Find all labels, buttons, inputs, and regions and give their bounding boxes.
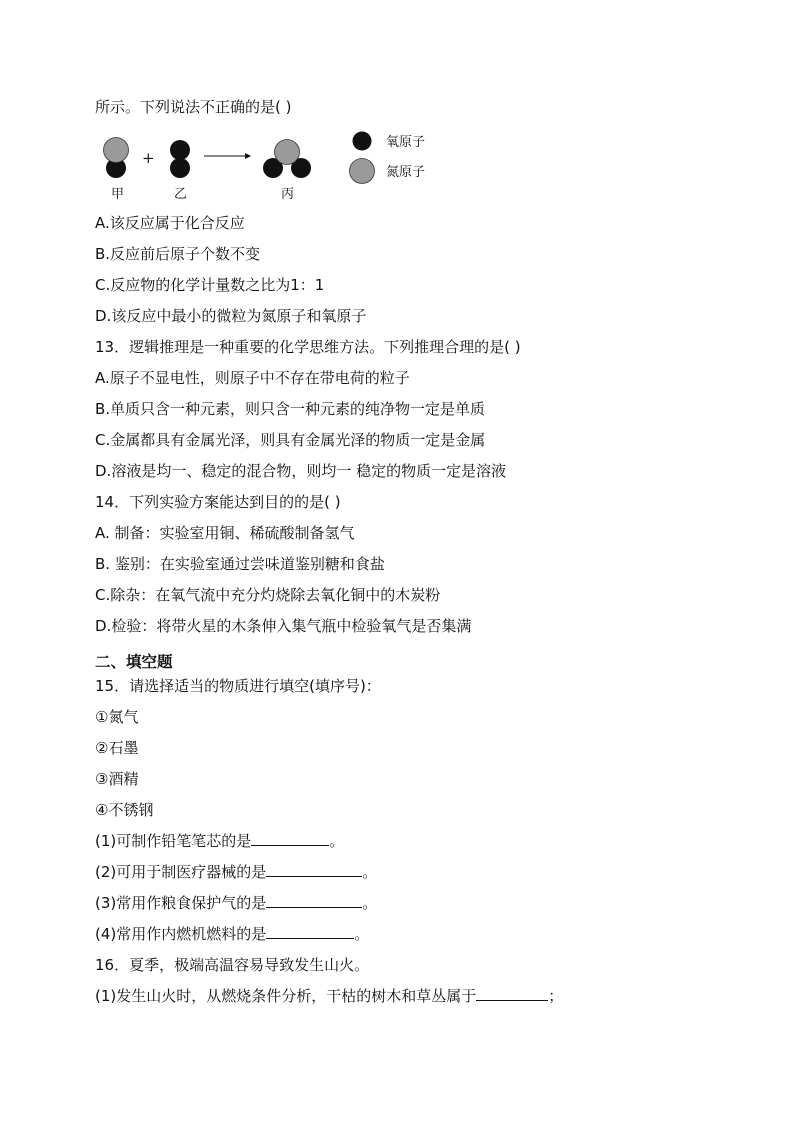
q14-option-b: B. 鉴别：在实验室通过尝味道鉴别糖和食盐 — [95, 555, 385, 573]
q12-option-c: C.反应物的化学计量数之比为1：1 — [95, 276, 325, 294]
label-bing: 丙 — [281, 187, 295, 202]
q15-sub-3-end: 。 — [362, 894, 378, 912]
q15-item-3: ③酒精 — [95, 770, 139, 788]
q12-option-d: D.该反应中最小的微粒为氮原子和氧原子 — [95, 307, 367, 325]
yi-oxygen-atom-bottom — [170, 158, 190, 178]
jia-nitrogen-atom — [104, 138, 129, 163]
plus-sign: + — [142, 149, 155, 167]
reaction-diagram — [90, 128, 450, 206]
q15-sub-1 — [95, 831, 344, 851]
yi-oxygen-atom-top — [170, 140, 190, 160]
question-12-stem-tail: 所示。下列说法不正确的是( ) — [95, 98, 292, 116]
q16-sub-1-text: (1)发生山火时，从燃烧条件分析，干枯的树木和草丛属于 — [95, 987, 477, 1005]
q16-sub-1 — [95, 986, 563, 1006]
legend-oxygen-swatch — [353, 132, 372, 151]
q15-sub-2-text: (2)可用于制医疗器械的是 — [95, 863, 267, 881]
q15-sub-3-answer-blank[interactable] — [266, 893, 362, 908]
label-yi: 乙 — [174, 187, 188, 202]
q13-stem: 13．逻辑推理是一种重要的化学思维方法。下列推理合理的是( ) — [95, 338, 521, 356]
q15-sub-3 — [95, 893, 377, 913]
q13-option-c: C.金属都具有金属光泽，则具有金属光泽的物质一定是金属 — [95, 431, 486, 449]
q13-option-d: D.溶液是均一、稳定的混合物，则均一 稳定的物质一定是溶液 — [95, 462, 507, 480]
q15-item-2: ②石墨 — [95, 739, 139, 757]
reaction-arrow-head — [245, 153, 251, 159]
q15-sub-2-end: 。 — [362, 863, 378, 881]
q15-sub-4-answer-blank[interactable] — [266, 924, 354, 939]
q16-stem: 16．夏季，极端高温容易导致发生山火。 — [95, 956, 370, 974]
label-jia: 甲 — [111, 187, 125, 202]
q14-stem: 14．下列实验方案能达到目的的是( ) — [95, 493, 341, 511]
q16-sub-1-answer-blank[interactable] — [476, 986, 548, 1001]
q15-item-1: ①氮气 — [95, 708, 139, 726]
q15-sub-1-end: 。 — [329, 832, 345, 850]
section-heading-fill-in: 二、填空题 — [95, 653, 173, 671]
q15-sub-3-text: (3)常用作粮食保护气的是 — [95, 894, 267, 912]
q15-sub-1-text: (1)可制作铅笔笔芯的是 — [95, 832, 252, 850]
legend-oxygen-label: 氧原子 — [386, 135, 426, 150]
q15-sub-2-answer-blank[interactable] — [266, 862, 362, 877]
q15-sub-2 — [95, 862, 377, 882]
q15-stem: 15．请选择适当的物质进行填空(填序号)： — [95, 677, 381, 695]
q15-sub-4-text: (4)常用作内燃机燃料的是 — [95, 925, 267, 943]
q14-option-c: C.除杂：在氧气流中充分灼烧除去氧化铜中的木炭粉 — [95, 586, 441, 604]
q13-option-a: A.原子不显电性，则原子中不存在带电荷的粒子 — [95, 369, 410, 387]
q13-option-b: B.单质只含一种元素，则只含一种元素的纯净物一定是单质 — [95, 400, 486, 418]
q15-sub-4 — [95, 924, 369, 944]
bing-nitrogen-atom — [275, 140, 300, 165]
q16-sub-1-end: ； — [548, 987, 564, 1005]
q15-item-4: ④不锈钢 — [95, 801, 154, 819]
legend-nitrogen-label: 氮原子 — [386, 165, 426, 180]
q12-option-b: B.反应前后原子个数不变 — [95, 245, 261, 263]
q14-option-a: A. 制备：实验室用铜、稀硫酸制备氢气 — [95, 524, 355, 542]
q14-option-d: D.检验：将带火星的木条伸入集气瓶中检验氧气是否集满 — [95, 617, 472, 635]
legend-nitrogen-swatch — [350, 159, 375, 184]
q15-sub-1-answer-blank[interactable] — [251, 831, 329, 846]
q15-sub-4-end: 。 — [354, 925, 370, 943]
q12-option-a: A.该反应属于化合反应 — [95, 214, 245, 232]
